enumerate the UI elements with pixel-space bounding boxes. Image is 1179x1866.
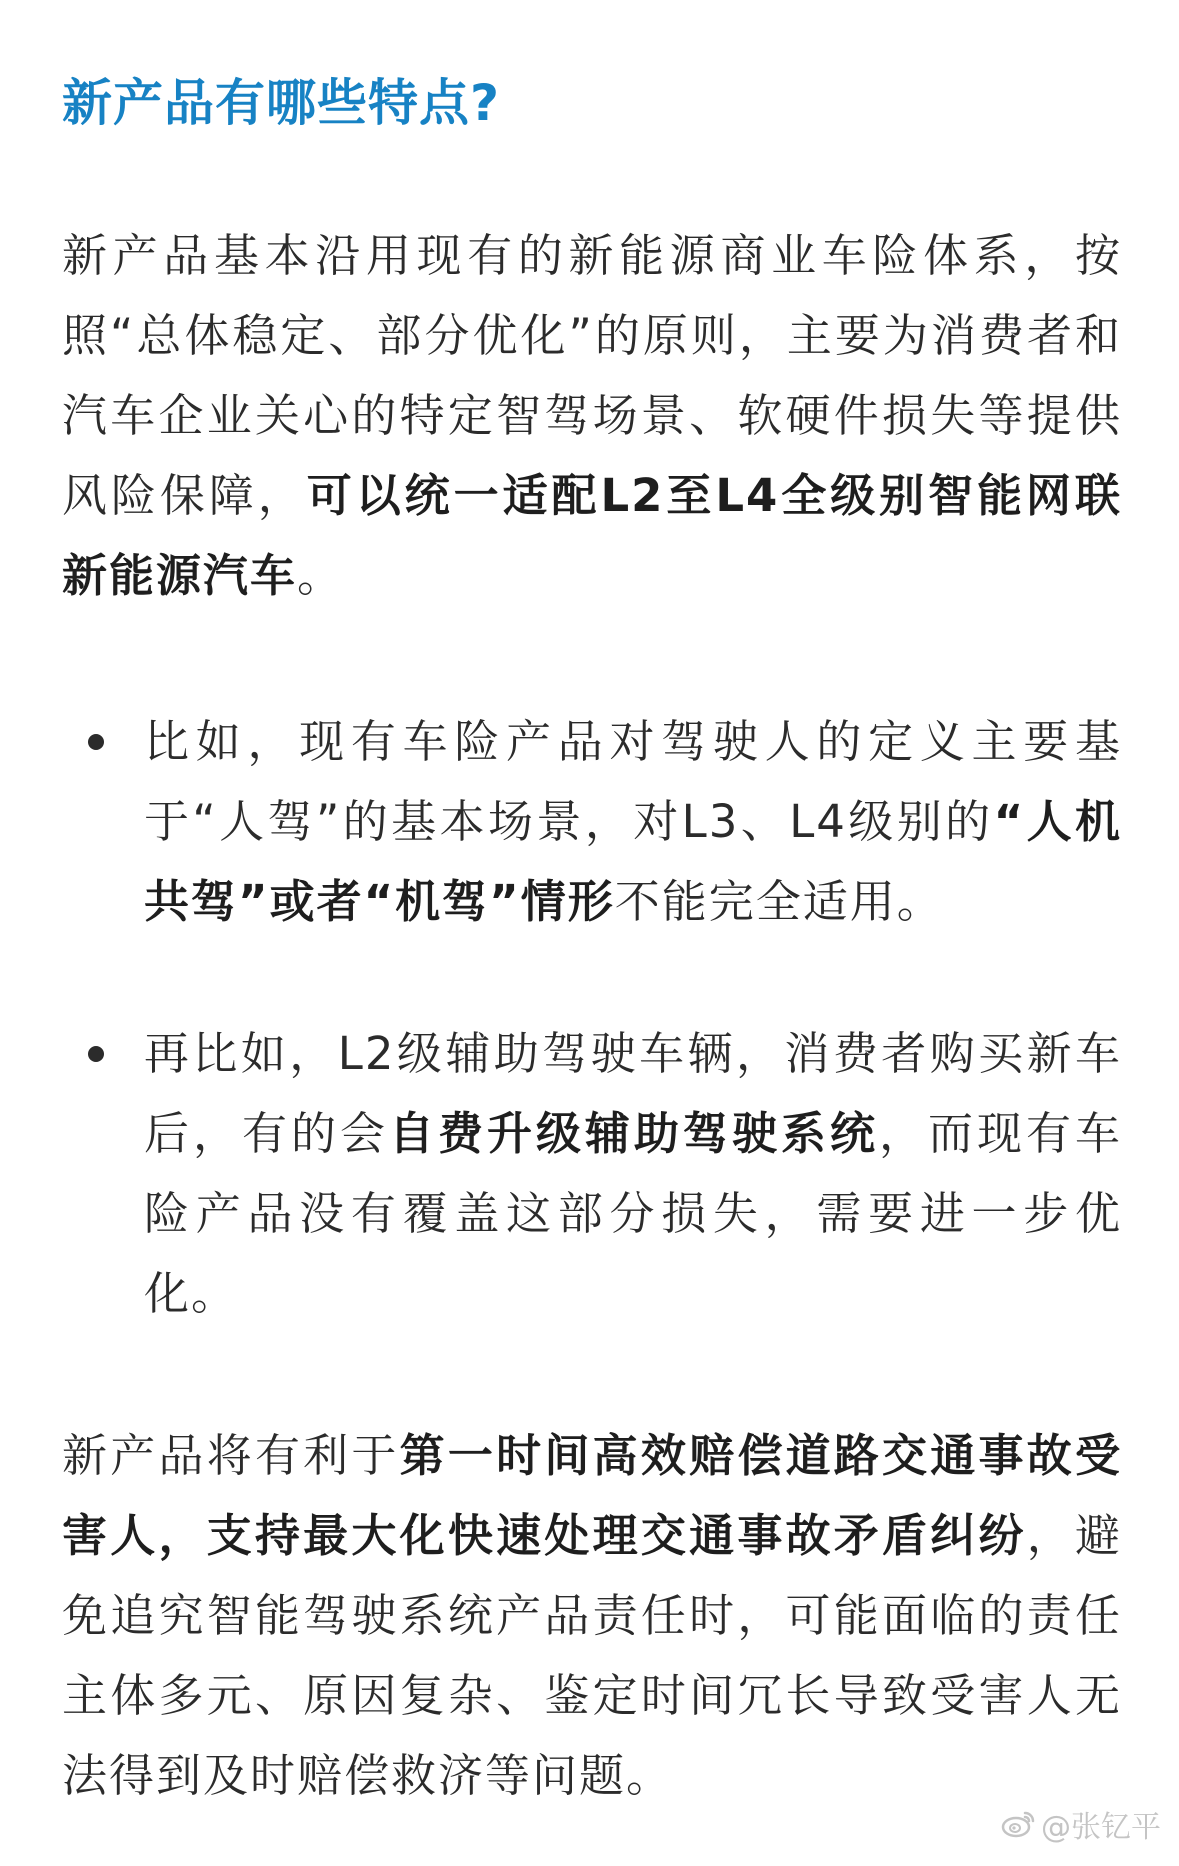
bullet1-bold: “人机共驾”或者“机驾”情形 [144, 795, 1123, 928]
intro-text-a: 新产品基本沿用现有的新能源商业车险体系，按照“总体稳定、部分优化”的原则，主要为消费者和汽车企业关心的特定智驾场景、软硬件损失等提供风险保障， [62, 229, 1122, 522]
intro-paragraph [62, 216, 1122, 616]
list-item-text [144, 715, 1122, 928]
bullet-dot-icon [88, 734, 104, 750]
bullet-dot-icon [88, 1046, 104, 1062]
article [62, 58, 1122, 1816]
weibo-icon [1001, 1810, 1035, 1838]
bullet2-bold: 自费升级辅助驾驶系统 [389, 1107, 879, 1160]
conclusion-text-b: ，避免追究智能驾驶系统产品责任时，可能面临的责任主体多元、原因复杂、鉴定时间冗长导致受害人无法得到及时赔偿救济等问题。 [62, 1509, 1122, 1802]
conclusion-bold: 第一时间高效赔偿道路交通事故受害人，支持最大化快速处理交通事故矛盾纠纷 [62, 1429, 1122, 1562]
conclusion-text-a: 新产品将有利于 [62, 1429, 400, 1482]
watermark-text: @张钇平 [1041, 1810, 1161, 1845]
intro-bold: 可以统一适配L2至L4全级别智能网联新能源汽车 [62, 469, 1122, 602]
list-item-text [144, 1027, 1122, 1320]
bullet2-text-b: ，而现有车险产品没有覆盖这部分损失，需要进一步优化。 [144, 1107, 1122, 1320]
watermark [1001, 1802, 1161, 1846]
bullet-list [62, 702, 1122, 1334]
bullet1-text-b: 不能完全适用。 [614, 875, 944, 928]
conclusion-paragraph [62, 1416, 1122, 1816]
bullet1-text-a: 比如，现有车险产品对驾驶人的定义主要基于“人驾”的基本场景，对L3、L4级别的 [144, 715, 1122, 848]
intro-text-b: 。 [297, 549, 345, 602]
list-item [62, 1014, 1122, 1334]
list-item [62, 702, 1122, 942]
bullet2-text-a: 再比如，L2级辅助驾驶车辆，消费者购买新车后，有的会 [144, 1027, 1122, 1160]
section-heading: 新产品有哪些特点? [62, 74, 501, 132]
